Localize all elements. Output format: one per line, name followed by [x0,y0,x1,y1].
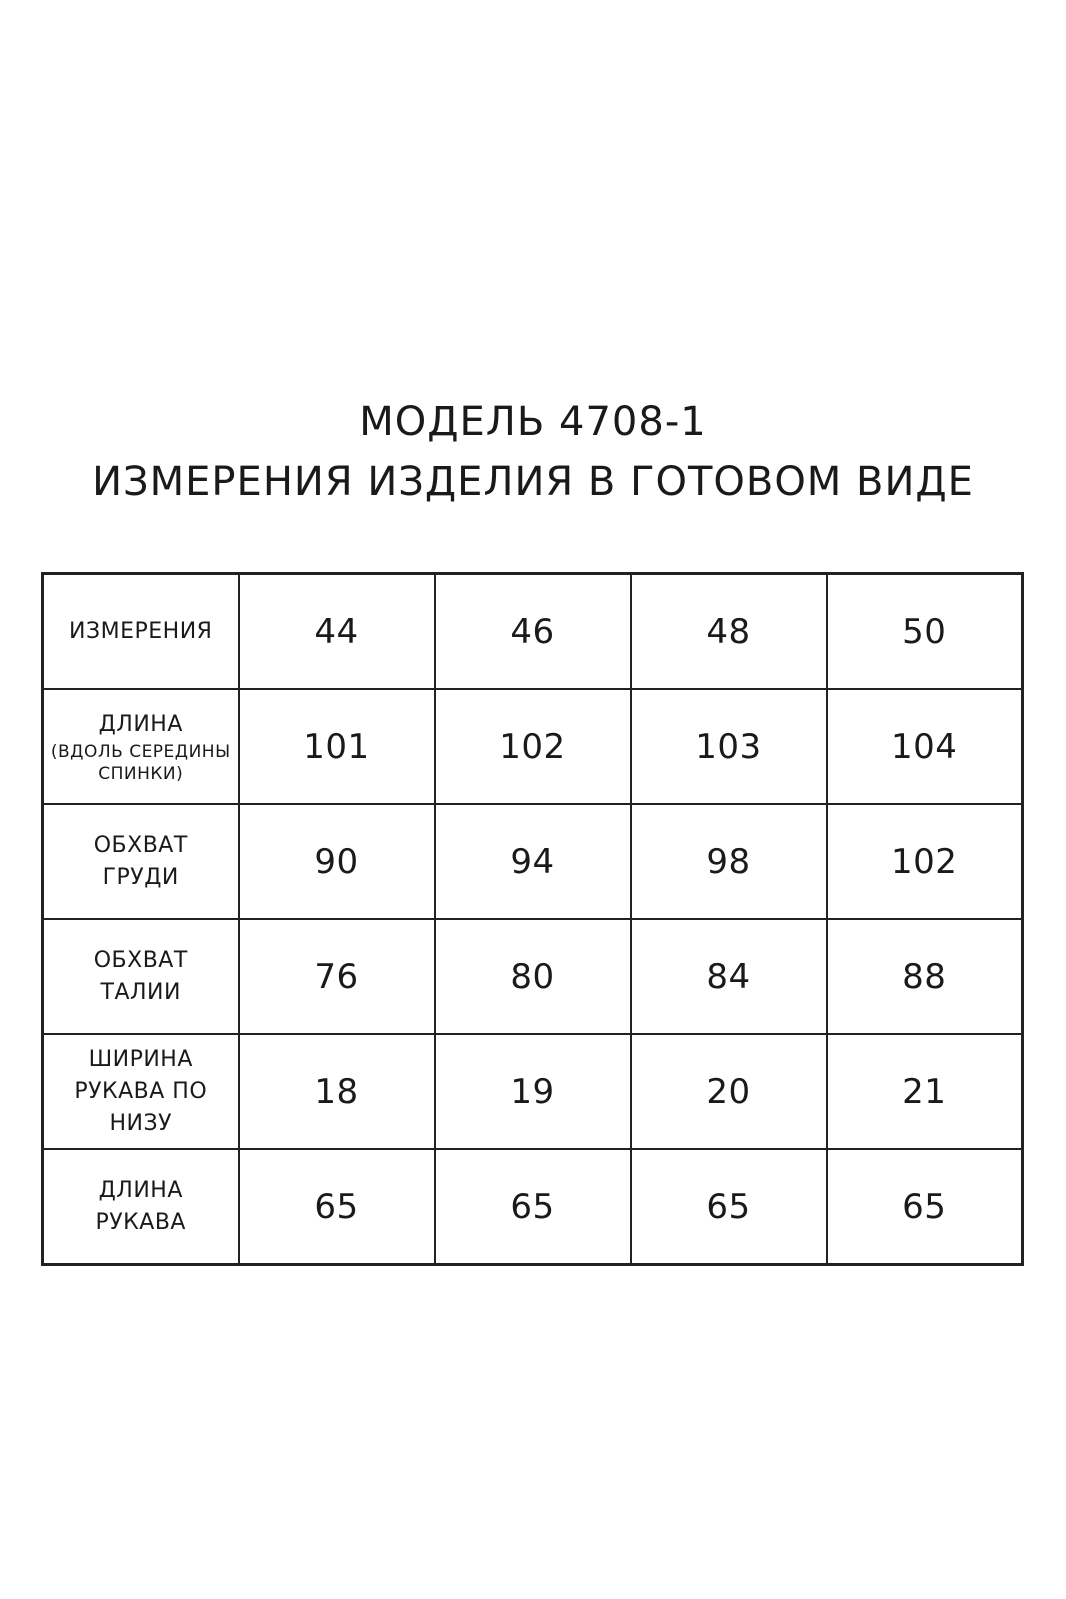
measurement-value: 18 [314,1071,359,1112]
value-cell [435,1149,631,1265]
value-cell [827,804,1023,919]
row-label-note: СПИНКИ) [98,763,184,784]
table-row [43,1034,1023,1149]
measurement-value: 84 [706,956,751,997]
value-cell [239,804,435,919]
row-label-line: ГРУДИ [102,864,179,890]
row-label-line: ДЛИНА [98,1177,183,1203]
measurement-value: 80 [510,956,555,997]
row-label-line: ОБХВАТ [93,832,188,858]
size-header: 44 [314,611,359,652]
measurement-value: 104 [891,726,958,767]
measurement-value: 98 [706,841,751,882]
table-row [43,804,1023,919]
measurement-value: 76 [314,956,359,997]
value-cell [435,919,631,1034]
measurement-value: 65 [902,1186,947,1227]
size-header: 46 [510,611,555,652]
table-header-row [43,574,1023,690]
measurement-value: 88 [902,956,947,997]
page-subtitle: ИЗМЕРЕНИЯ ИЗДЕЛИЯ В ГОТОВОМ ВИДЕ [92,459,974,505]
row-label [44,945,238,1009]
measurement-value: 65 [706,1186,751,1227]
row-label-line: РУКАВА ПО [74,1078,208,1104]
row-label-line: ТАЛИИ [100,979,181,1005]
value-cell [631,919,827,1034]
row-label-cell [43,689,239,804]
measurement-value: 94 [510,841,555,882]
table-row [43,689,1023,804]
value-cell [631,689,827,804]
row-label-cell [43,1034,239,1149]
measurement-value: 90 [314,841,359,882]
size-header-cell [239,574,435,690]
size-chart-table [41,572,1024,1266]
measurement-value: 65 [314,1186,359,1227]
measurement-value: 21 [902,1071,947,1112]
table-row [43,1149,1023,1265]
value-cell [827,919,1023,1034]
value-cell [631,1034,827,1149]
value-cell [827,689,1023,804]
row-label-cell [43,804,239,919]
value-cell [631,1149,827,1265]
row-label-cell [43,1149,239,1265]
value-cell [435,1034,631,1149]
table-row [43,919,1023,1034]
measurement-value: 102 [499,726,566,767]
row-label-line: ШИРИНА [88,1046,193,1072]
header-label: ИЗМЕРЕНИЯ [69,618,213,644]
value-cell [631,804,827,919]
measurement-value: 20 [706,1071,751,1112]
row-label-line: НИЗУ [109,1110,172,1136]
measurement-value: 103 [695,726,762,767]
title-block [0,392,1066,512]
size-header-cell [631,574,827,690]
value-cell [827,1149,1023,1265]
measurement-value: 102 [891,841,958,882]
row-label-note: (ВДОЛЬ СЕРЕДИНЫ [50,741,231,762]
value-cell [239,1034,435,1149]
measurement-value: 65 [510,1186,555,1227]
measurement-value: 101 [303,726,370,767]
measurement-value: 19 [510,1071,555,1112]
size-header-cell [435,574,631,690]
value-cell [239,919,435,1034]
row-label-line: РУКАВА [95,1209,186,1235]
row-label [44,709,238,785]
model-title: МОДЕЛЬ 4708-1 [359,399,707,445]
row-label-line: ДЛИНА [98,711,183,737]
row-label [44,1044,238,1140]
row-label-line: ОБХВАТ [93,947,188,973]
size-header: 50 [902,611,947,652]
value-cell [435,804,631,919]
row-label [44,830,238,894]
header-label-cell [43,574,239,690]
value-cell [239,689,435,804]
row-label-cell [43,919,239,1034]
row-label [44,1175,238,1239]
size-header: 48 [706,611,751,652]
value-cell [435,689,631,804]
value-cell [239,1149,435,1265]
value-cell [827,1034,1023,1149]
size-header-cell [827,574,1023,690]
